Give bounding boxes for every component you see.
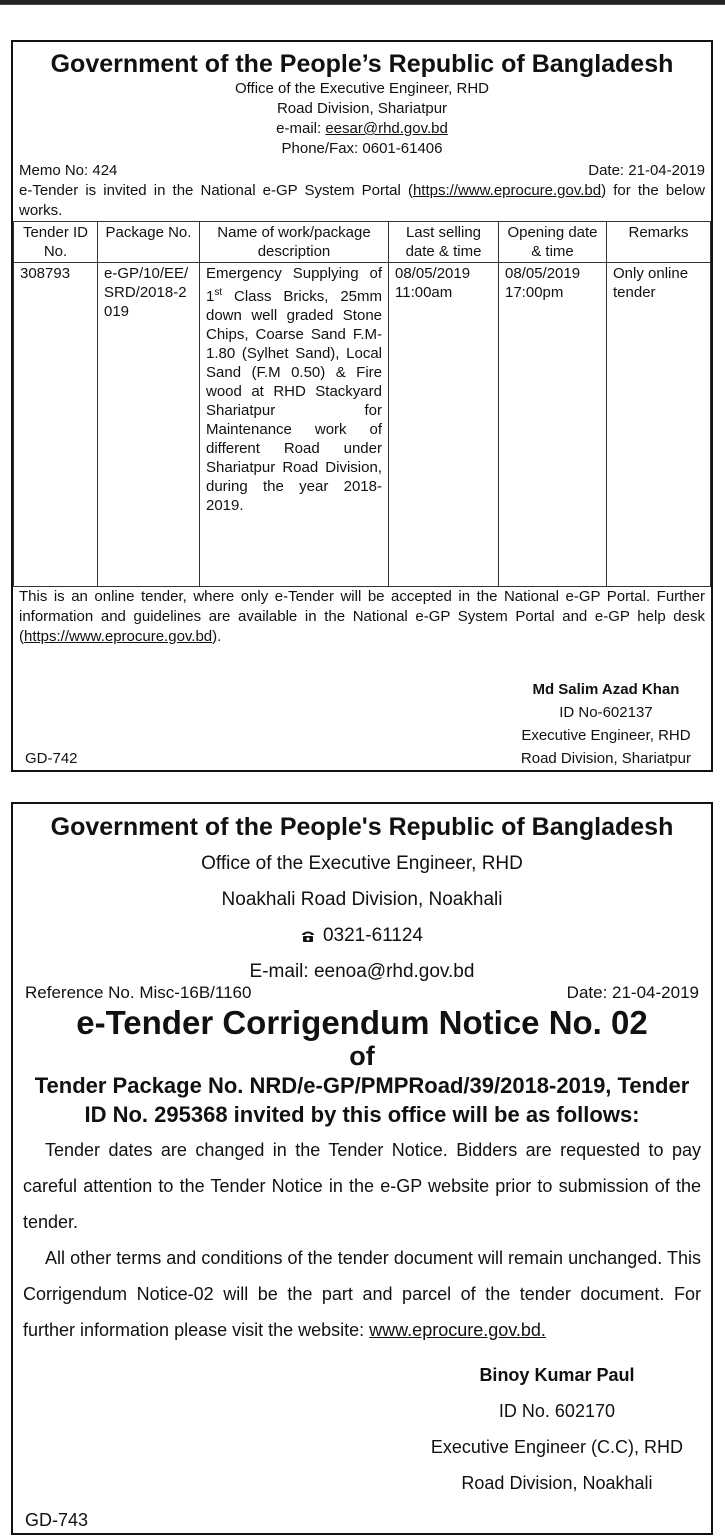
email-line: E-mail: eenoa@rhd.gov.bd	[249, 961, 475, 982]
footer-text	[13, 587, 711, 647]
signatory-name: Md Salim Azad Khan	[532, 681, 680, 698]
package-cell: e-GP/10/EE/SRD/2018-2019	[98, 263, 200, 587]
signatory-designation: Executive Engineer, RHD	[521, 727, 691, 744]
email-line	[13, 119, 711, 139]
paragraph-dates-changed: Tender dates are changed in the Tender Notice. Bidders are requested to pay careful attention to the Tender Notice in the e-GP website prior to submission of the tender.	[23, 1140, 701, 1232]
phone-line: Phone/Fax: 0601-61406	[281, 140, 443, 157]
website-link[interactable]: www.eprocure.gov.bd.	[369, 1320, 546, 1340]
signatory-id: ID No-602137	[559, 704, 653, 721]
desc-text-a: Emergency Supplying of 1	[206, 265, 382, 305]
memo-row	[13, 161, 711, 181]
reference-date: Date: 21-04-2019	[566, 983, 699, 1002]
signatory-block	[431, 1357, 683, 1501]
email-label: e-mail:	[276, 120, 326, 137]
col-header: Remarks	[607, 222, 711, 263]
tender-id-cell: 308793	[14, 263, 98, 587]
corrigendum-heading: e-Tender Corrigendum Notice No. 02	[76, 1004, 648, 1041]
footer-text-b: ).	[212, 628, 222, 645]
gd-code: GD-742	[25, 750, 78, 767]
helpdesk-link[interactable]: https://www.eprocure.gov.bd	[24, 628, 213, 645]
intro-text-b: ) for the below works.	[19, 182, 706, 219]
table-row	[14, 263, 711, 587]
signatory-name: Binoy Kumar Paul	[479, 1365, 635, 1385]
intro-text	[13, 181, 711, 221]
desc-superscript: st	[214, 287, 223, 298]
description-cell	[200, 263, 389, 587]
tender-table	[13, 221, 711, 587]
notice-title: Government of the People's Republic of Bangladesh	[50, 813, 674, 841]
signatory-office: Road Division, Shariatpur	[520, 750, 691, 767]
signatory-id: ID No. 602170	[498, 1401, 615, 1421]
paragraph-terms-text: All other terms and conditions of the tender document will remain unchanged. This Corrigendum Notice-02 will be the part and parcel of the tender document. For further information please visit the website:	[23, 1248, 701, 1340]
col-header: Package No.	[98, 222, 200, 263]
office-name: Office of the Executive Engineer, RHD	[201, 853, 523, 874]
division-name: Road Division, Shariatpur	[276, 100, 448, 117]
phone-line	[13, 918, 711, 954]
table-header-row	[14, 222, 711, 263]
corrigendum-notice-noakhali	[11, 802, 713, 1535]
notice-title: Government of the People’s Republic of Bangladesh	[50, 50, 674, 78]
gd-code: GD-743	[25, 1510, 89, 1530]
footer-text-a: This is an online tender, where only e-Tender will be accepted in the National e-GP Portal. Further information and guidelines are available in the National e-GP System Portal and e-GP help desk (	[19, 588, 705, 645]
col-header: Name of work/package description	[200, 222, 389, 263]
col-header: Last selling date & time	[389, 222, 499, 263]
selling-time: 11:00am	[395, 284, 453, 301]
memo-number: Memo No: 424	[19, 162, 118, 179]
office-name: Office of the Executive Engineer, RHD	[234, 80, 490, 97]
signatory-office: Road Division, Noakhali	[461, 1473, 653, 1493]
col-header: Opening date & time	[499, 222, 607, 263]
phone-number: 0321-61124	[322, 925, 424, 946]
opening-time: 17:00pm	[505, 284, 564, 301]
corrigendum-of: of	[349, 1041, 375, 1071]
col-header: Tender ID No.	[14, 222, 98, 263]
signatory-designation: Executive Engineer (C.C), RHD	[430, 1437, 683, 1457]
opening-date: 08/05/2019	[505, 265, 581, 282]
division-name: Noakhali Road Division, Noakhali	[221, 889, 503, 910]
selling-date: 08/05/2019	[395, 265, 471, 282]
package-line: Tender Package No. NRD/e-GP/PMPRoad/39/2018-2019, Tender ID No. 295368 invited by this office will be as follows:	[34, 1073, 690, 1127]
memo-date: Date: 21-04-2019	[588, 162, 705, 179]
remarks-cell: Only online tender	[607, 263, 711, 587]
email-link[interactable]: eesar@rhd.gov.bd	[325, 120, 448, 137]
desc-text-b: Class Bricks, 25mm down well graded Stone Chips, Coarse Sand F.M-1.80 (Sylhet Sand), Local Sand (F.M 0.50) & Fire wood at RHD Stackyard Shariatpur for Maintenance work of different Road under Shariatpur Road Division, during the year 2018-2019.	[206, 288, 382, 514]
eprocure-link[interactable]: https://www.eprocure.gov.bd	[412, 182, 602, 199]
signatory-block	[521, 678, 691, 770]
tender-notice-shariatpur	[11, 40, 713, 772]
intro-text-a: e-Tender is invited in the National e-GP System Portal (	[19, 182, 413, 199]
reference-number: Reference No. Misc-16B/1160	[25, 983, 252, 1002]
telephone-icon	[301, 930, 315, 942]
paragraph-terms	[13, 1240, 711, 1348]
opening-cell	[499, 263, 607, 587]
top-divider	[0, 4, 725, 6]
selling-cell	[389, 263, 499, 587]
